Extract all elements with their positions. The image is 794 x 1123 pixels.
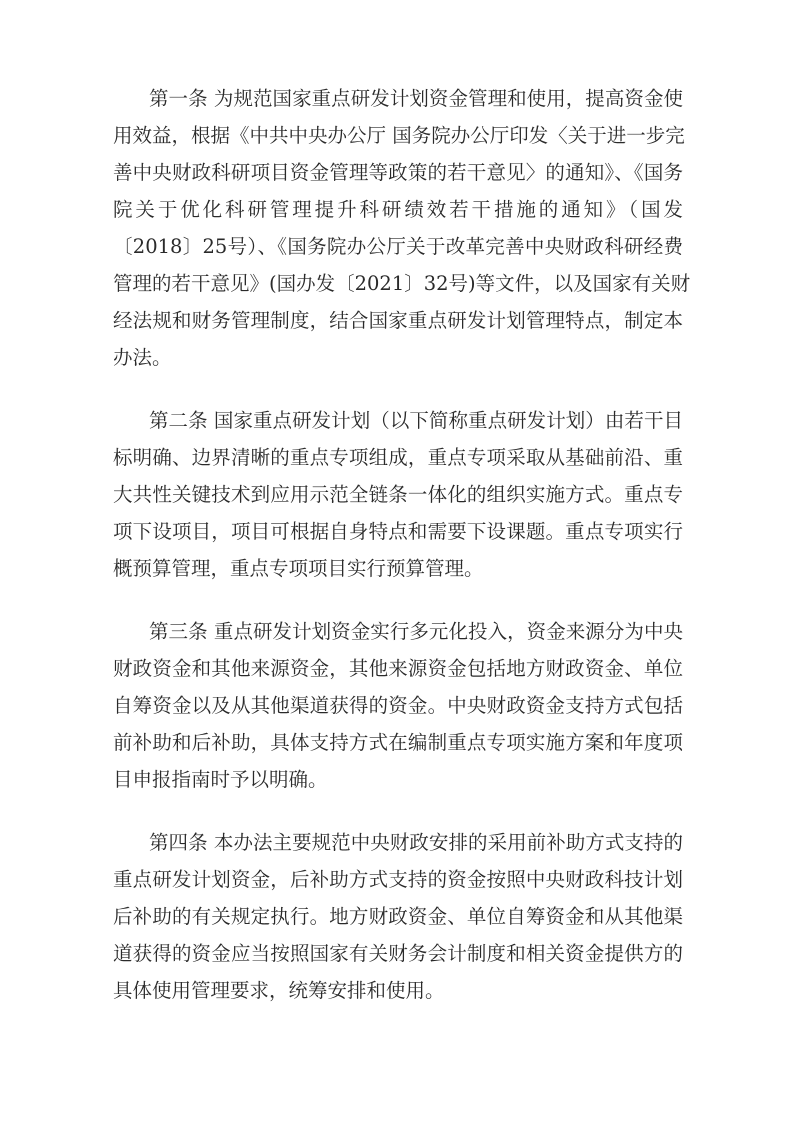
- text-line: 后补助的有关规定执行。地方财政资金、单位自筹资金和从其他渠: [113, 905, 683, 928]
- text-line: 第二条 国家重点研发计划（以下简称重点研发计划）由若干目: [149, 409, 683, 432]
- text-line: 目申报指南时予以明确。: [113, 768, 328, 791]
- article-2: [113, 402, 683, 587]
- text-line: 〔2018〕25号）、《国务院办公厅关于改革完善中央财政科研经费: [113, 235, 683, 258]
- text-line: 院关于优化科研管理提升科研绩效若干措施的通知》（国发: [113, 198, 683, 221]
- text-line: 标明确、边界清晰的重点专项组成，重点专项采取从基础前沿、重: [113, 446, 683, 469]
- document-page: [113, 80, 691, 1035]
- text-line: 第一条 为规范国家重点研发计划资金管理和使用，提高资金使: [149, 87, 683, 110]
- text-line: 经法规和财务管理制度，结合国家重点研发计划管理特点，制定本: [113, 309, 683, 332]
- article-1: [113, 80, 691, 376]
- text-line: 财政资金和其他来源资金，其他来源资金包括地方财政资金、单位: [113, 657, 683, 680]
- text-line: 善中央财政科研项目资金管理等政策的若干意见〉的通知》、《国务: [113, 161, 683, 184]
- text-line: 第四条 本办法主要规范中央财政安排的采用前补助方式支持的: [149, 831, 683, 854]
- text-line: 概预算管理，重点专项项目实行预算管理。: [113, 557, 484, 580]
- text-line: 重点研发计划资金，后补助方式支持的资金按照中央财政科技计划: [113, 868, 683, 891]
- text-line: 道获得的资金应当按照国家有关财务会计制度和相关资金提供方的: [113, 942, 683, 965]
- text-line: 用效益，根据《中共中央办公厅 国务院办公厅印发〈关于进一步完: [113, 124, 685, 147]
- text-line: 自筹资金以及从其他渠道获得的资金。中央财政资金支持方式包括: [113, 694, 683, 717]
- text-line: 第三条 重点研发计划资金实行多元化投入，资金来源分为中央: [149, 620, 683, 643]
- text-line: 管理的若干意见》(国办发〔2021〕32号)等文件，以及国家有关财: [113, 272, 691, 295]
- text-line: 项下设项目，项目可根据自身特点和需要下设课题。重点专项实行: [113, 520, 683, 543]
- article-3: [113, 613, 683, 798]
- text-line: 大共性关键技术到应用示范全链条一体化的组织实施方式。重点专: [113, 483, 683, 506]
- text-line: 办法。: [113, 346, 172, 369]
- article-4: [113, 824, 683, 1009]
- text-line: 具体使用管理要求，统筹安排和使用。: [113, 979, 445, 1002]
- text-line: 前补助和后补助，具体支持方式在编制重点专项实施方案和年度项: [113, 731, 683, 754]
